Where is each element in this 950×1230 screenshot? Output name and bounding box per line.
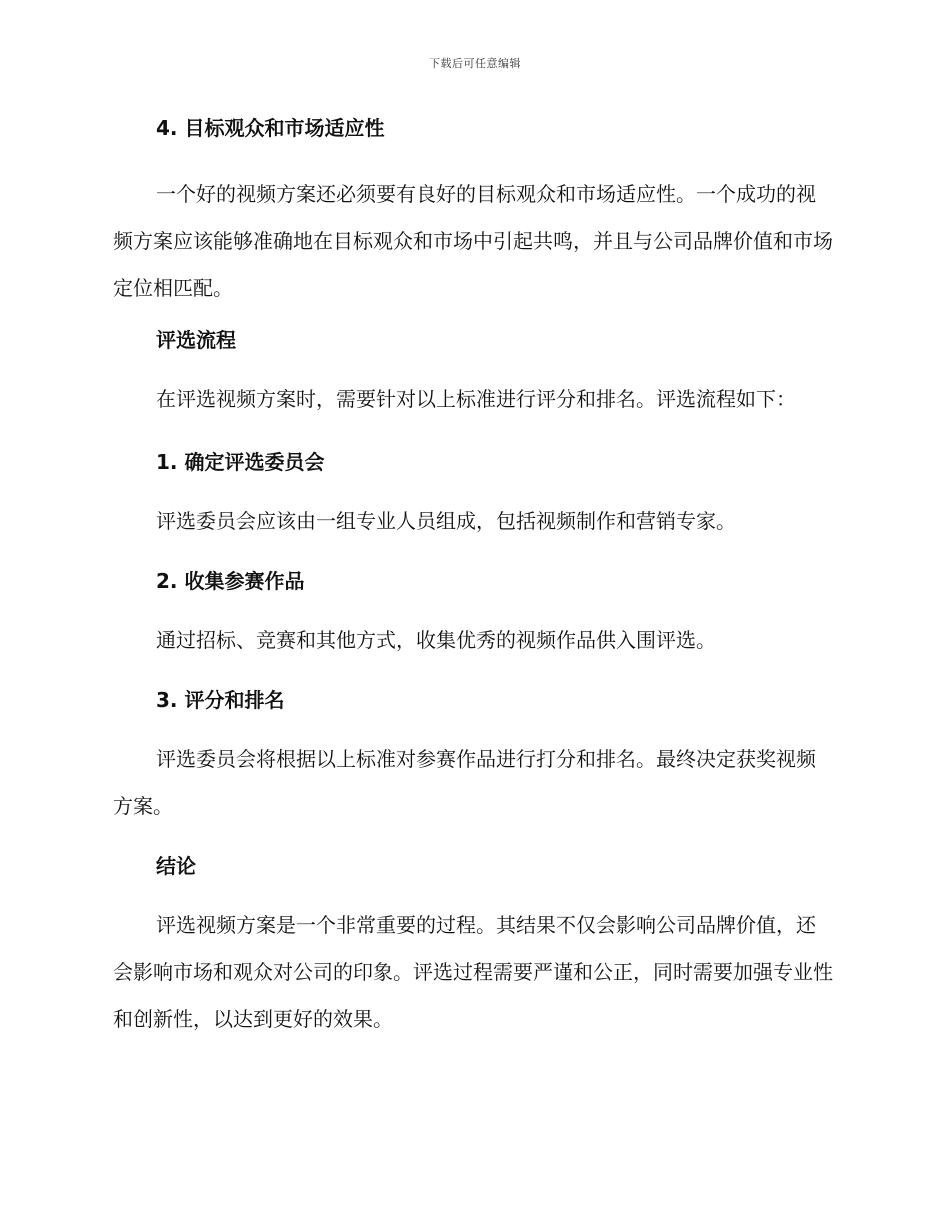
section-paragraph-conclusion: 评选视频方案是一个非常重要的过程。其结果不仅会影响公司品牌价值，还会影响市场和观众对公司的印象。评选过程需要严谨和公正，同时需要加强专业性和创新性，以达到更好的效果。 [113,913,833,1031]
section-paragraph-committee: 评选委员会应该由一组专业人员组成，包括视频制作和营销专家。 [156,509,736,533]
section-paragraph-target-audience: 一个好的视频方案还必须要有良好的目标观众和市场适应性。一个成功的视频方案应该能够准确地在目标观众和市场中引起共鸣，并且与公司品牌价值和市场定位相匹配。 [113,182,833,300]
section-paragraph-scoring-ranking: 评选委员会将根据以上标准对参赛作品进行打分和排名。最终决定获奖视频方案。 [113,747,816,818]
section-heading-selection-process: 评选流程 [156,328,236,352]
section-heading-committee: 1. 确定评选委员会 [156,450,325,474]
section-paragraph-collect-entries: 通过招标、竞赛和其他方式，收集优秀的视频作品供入围评选。 [156,628,716,652]
section-heading-conclusion: 结论 [156,854,196,878]
section-heading-collect-entries: 2. 收集参赛作品 [156,569,305,593]
section-heading-scoring-ranking: 3. 评分和排名 [156,688,285,712]
page-header-note: 下载后可任意编辑 [429,57,521,70]
section-heading-target-audience: 4. 目标观众和市场适应性 [156,116,385,140]
document-body [113,112,833,1043]
section-paragraph-selection-process: 在评选视频方案时，需要针对以上标准进行评分和排名。评选流程如下： [156,387,796,411]
